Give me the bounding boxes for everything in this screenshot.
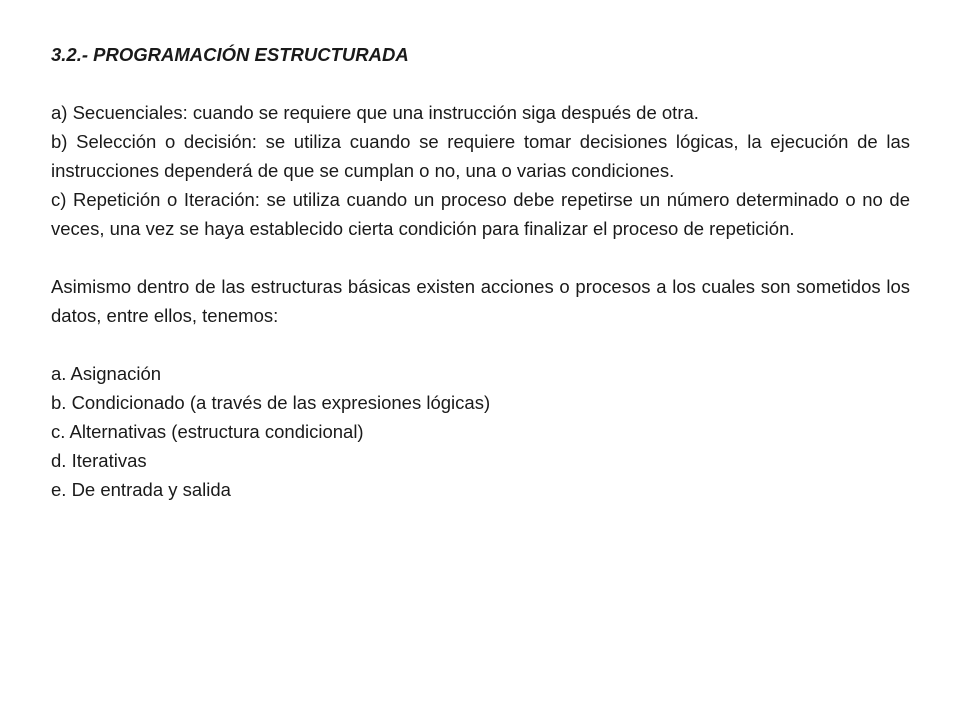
list-item: b. Condicionado (a través de las expresiones lógicas): [51, 392, 491, 413]
list-item: e. De entrada y salida: [51, 479, 231, 500]
spacer: [51, 243, 910, 272]
definition-repetition: c) Repetición o Iteración: se utiliza cuando un proceso debe repetirse un número determinado o no de veces, una vez se haya establecido cierta condición para finalizar el proceso de repetición.: [51, 189, 910, 239]
list-item: d. Iterativas: [51, 450, 147, 471]
definition-sequential: a) Secuenciales: cuando se requiere que una instrucción siga después de otra.: [51, 102, 699, 123]
definitions-block: [51, 98, 910, 243]
spacer: [51, 330, 910, 359]
definition-selection: b) Selección o decisión: se utiliza cuando se requiere tomar decisiones lógicas, la ejecución de las instrucciones dependerá de que se cumplan o no, una o varias condiciones.: [51, 131, 910, 181]
section-title: 3.2.- PROGRAMACIÓN ESTRUCTURADA: [51, 44, 409, 65]
slide-content: [51, 40, 910, 504]
list-item: c. Alternativas (estructura condicional): [51, 421, 364, 442]
intro-paragraph: Asimismo dentro de las estructuras básicas existen acciones o procesos a los cuales son sometidos los datos, entre ellos, tenemos:: [51, 276, 910, 326]
actions-list: [51, 359, 910, 504]
list-item: a. Asignación: [51, 363, 162, 384]
